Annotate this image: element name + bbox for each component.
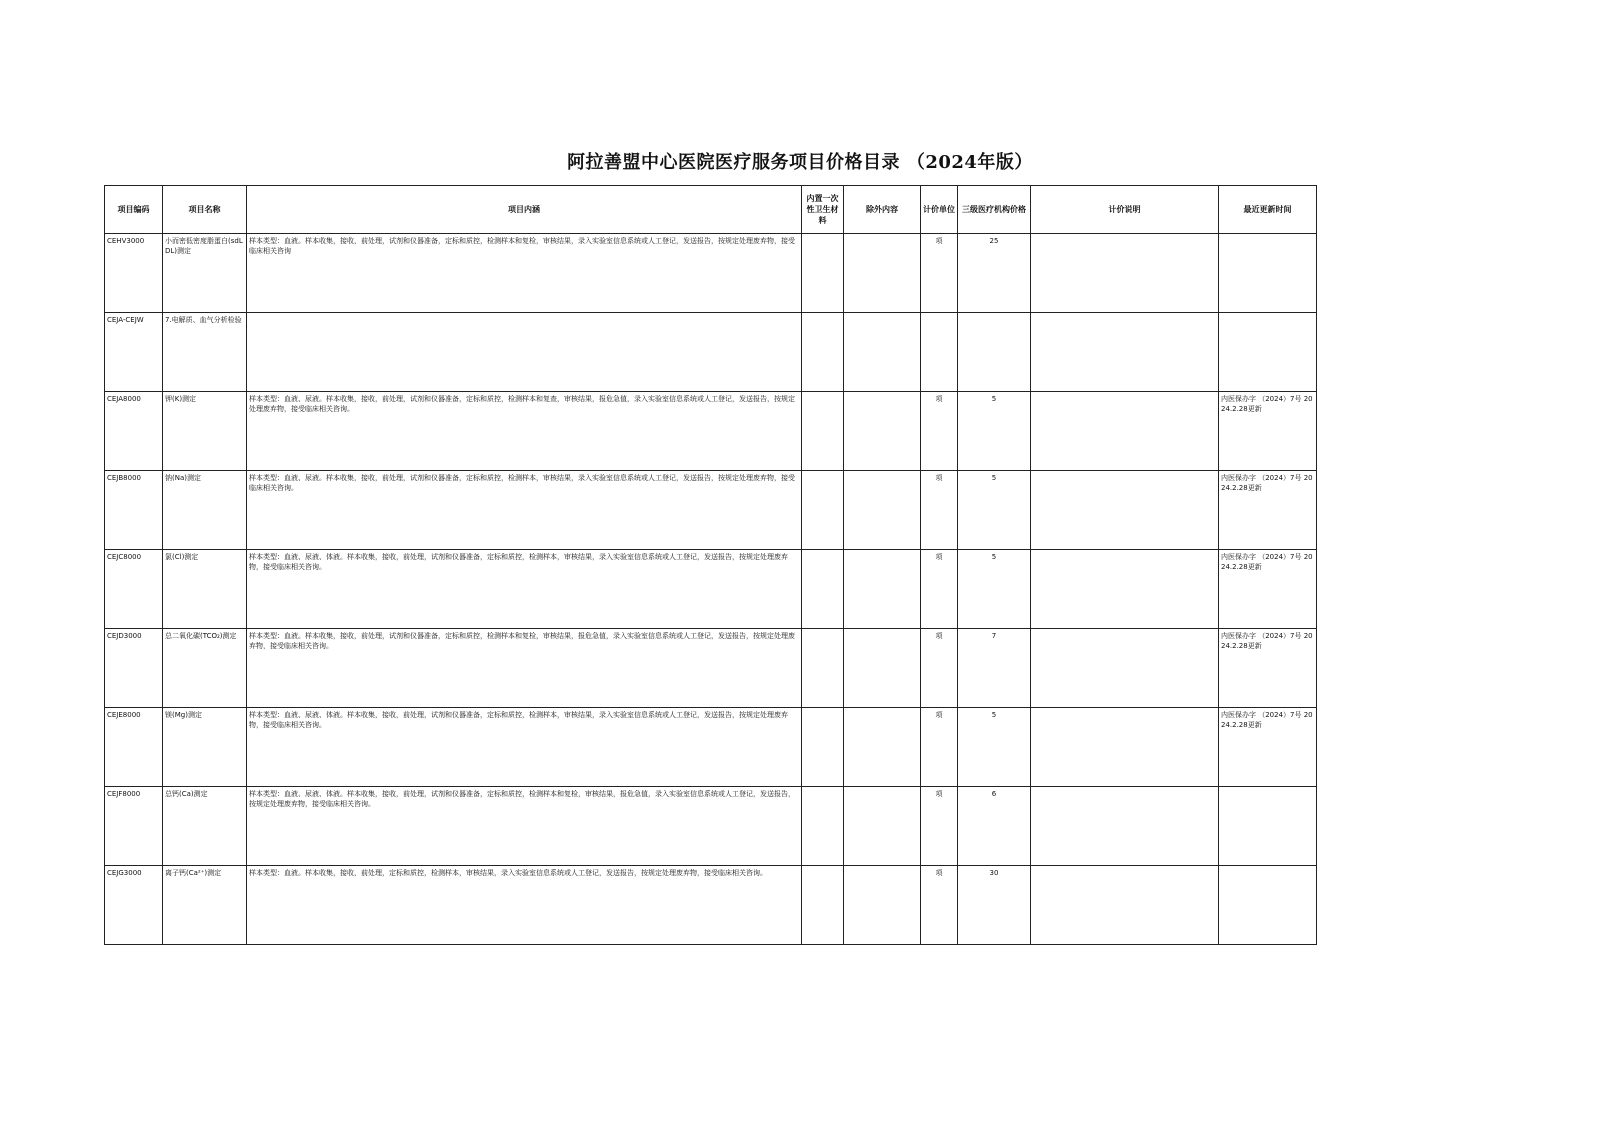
cell-note (1031, 708, 1219, 787)
cell-content: 样本类型：血液、尿液、体液。样本收集，接收，前处理，试剂和仪器准备，定标和质控，检测样本，审核结果，录入实验室信息系统或人工登记，发送报告，按规定处理废弃物，接受临床相关咨询。 (247, 708, 802, 787)
cell-unit: 项 (921, 866, 958, 945)
cell-code: CEJD3000 (105, 629, 163, 708)
cell-price: 5 (958, 708, 1031, 787)
cell-price: 30 (958, 866, 1031, 945)
table-row (105, 866, 1317, 945)
cell-content: 样本类型：血液、尿液。样本收集，接收，前处理，试剂和仪器准备，定标和质控，检测样本，审核结果，录入实验室信息系统或人工登记，发送报告，按规定处理废弃物，接受临床相关咨询。 (247, 471, 802, 550)
cell-content: 样本类型：血液、尿液。样本收集，接收，前处理，试剂和仪器准备，定标和质控，检测样本和复查，审核结果，报危急值，录入实验室信息系统或人工登记，发送报告，按规定处理废弃物，接受临床相关咨询。 (247, 392, 802, 471)
cell-updated (1219, 234, 1317, 313)
cell-note (1031, 787, 1219, 866)
cell-note (1031, 471, 1219, 550)
cell-updated: 内医保办字 （2024）7号 2024.2.28更新 (1219, 471, 1317, 550)
cell-unit: 项 (921, 234, 958, 313)
cell-name: 离子钙(Ca²⁺)测定 (163, 866, 247, 945)
table-row (105, 234, 1317, 313)
cell-code: CEHV3000 (105, 234, 163, 313)
cell-code: CEJE8000 (105, 708, 163, 787)
cell-name: 氯(Cl)测定 (163, 550, 247, 629)
header-excluded: 除外内容 (844, 186, 921, 234)
cell-name: 小而密低密度脂蛋白(sdLDL)测定 (163, 234, 247, 313)
header-material: 内置一次性卫生材料 (802, 186, 844, 234)
header-updated: 最近更新时间 (1219, 186, 1317, 234)
header-unit: 计价单位 (921, 186, 958, 234)
cell-note (1031, 234, 1219, 313)
cell-name: 钾(K)测定 (163, 392, 247, 471)
cell-unit: 项 (921, 471, 958, 550)
cell-excluded (844, 392, 921, 471)
cell-name: 镁(Mg)测定 (163, 708, 247, 787)
header-row (105, 186, 1317, 234)
cell-content: 样本类型：血液、尿液、体液。样本收集，接收，前处理，试剂和仪器准备，定标和质控，检测样本，审核结果，录入实验室信息系统或人工登记，发送报告，按规定处理废弃物，接受临床相关咨询。 (247, 550, 802, 629)
cell-content: 样本类型：血液。样本收集，接收，前处理，试剂和仪器准备，定标和质控，检测样本和复检，审核结果，报危急值，录入实验室信息系统或人工登记，发送报告，按规定处理废弃物，接受临床相关咨询。 (247, 629, 802, 708)
price-catalog-table (104, 185, 1317, 945)
cell-code: CEJB8000 (105, 471, 163, 550)
cell-unit: 项 (921, 708, 958, 787)
cell-note (1031, 313, 1219, 392)
cell-material (802, 550, 844, 629)
cell-price: 25 (958, 234, 1031, 313)
table-row (105, 471, 1317, 550)
cell-updated: 内医保办字 （2024）7号 2024.2.28更新 (1219, 550, 1317, 629)
cell-unit: 项 (921, 629, 958, 708)
cell-material (802, 392, 844, 471)
cell-unit: 项 (921, 392, 958, 471)
cell-excluded (844, 629, 921, 708)
cell-note (1031, 629, 1219, 708)
cell-content: 样本类型：血液、尿液、体液。样本收集，接收，前处理，试剂和仪器准备，定标和质控，检测样本和复检，审核结果，报危急值，录入实验室信息系统或人工登记，发送报告，按规定处理废弃物，接受临床相关咨询。 (247, 787, 802, 866)
cell-material (802, 234, 844, 313)
cell-note (1031, 550, 1219, 629)
cell-name: 总二氧化碳(TCO₂)测定 (163, 629, 247, 708)
cell-code: CEJA-CEJW (105, 313, 163, 392)
cell-material (802, 787, 844, 866)
cell-updated: 内医保办字 （2024）7号 2024.2.28更新 (1219, 392, 1317, 471)
cell-code: CEJC8000 (105, 550, 163, 629)
cell-updated (1219, 787, 1317, 866)
table-row (105, 787, 1317, 866)
cell-price: 5 (958, 550, 1031, 629)
cell-price: 5 (958, 471, 1031, 550)
cell-code: CEJF8000 (105, 787, 163, 866)
cell-note (1031, 866, 1219, 945)
table-row (105, 629, 1317, 708)
cell-code: CEJG3000 (105, 866, 163, 945)
table-row (105, 313, 1317, 392)
cell-excluded (844, 708, 921, 787)
cell-updated: 内医保办字 （2024）7号 2024.2.28更新 (1219, 629, 1317, 708)
cell-material (802, 708, 844, 787)
cell-content (247, 313, 802, 392)
header-price: 三级医疗机构价格 (958, 186, 1031, 234)
table-row (105, 550, 1317, 629)
cell-price: 7 (958, 629, 1031, 708)
cell-excluded (844, 234, 921, 313)
cell-excluded (844, 313, 921, 392)
header-code: 项目编码 (105, 186, 163, 234)
cell-excluded (844, 550, 921, 629)
cell-unit (921, 313, 958, 392)
header-name: 项目名称 (163, 186, 247, 234)
cell-material (802, 629, 844, 708)
table-row (105, 708, 1317, 787)
cell-excluded (844, 471, 921, 550)
cell-content: 样本类型：血液。样本收集，接收，前处理，定标和质控，检测样本，审核结果，录入实验室信息系统或人工登记，发送报告，按规定处理废弃物，接受临床相关咨询。 (247, 866, 802, 945)
cell-price (958, 313, 1031, 392)
cell-updated (1219, 866, 1317, 945)
cell-excluded (844, 866, 921, 945)
cell-updated (1219, 313, 1317, 392)
header-note: 计价说明 (1031, 186, 1219, 234)
cell-price: 6 (958, 787, 1031, 866)
cell-material (802, 471, 844, 550)
table-row (105, 392, 1317, 471)
cell-updated: 内医保办字 （2024）7号 2024.2.28更新 (1219, 708, 1317, 787)
cell-name: 总钙(Ca)测定 (163, 787, 247, 866)
cell-name: 钠(Na)测定 (163, 471, 247, 550)
cell-content: 样本类型：血液。样本收集，接收，前处理，试剂和仪器准备，定标和质控，检测样本和复检，审核结果，录入实验室信息系统或人工登记，发送报告，按规定处理废弃物，接受临床相关咨询 (247, 234, 802, 313)
document-title: 阿拉善盟中心医院医疗服务项目价格目录 （2024年版） (567, 152, 1033, 173)
cell-note (1031, 392, 1219, 471)
header-content: 项目内涵 (247, 186, 802, 234)
cell-excluded (844, 787, 921, 866)
cell-unit: 项 (921, 550, 958, 629)
cell-material (802, 866, 844, 945)
cell-code: CEJA8000 (105, 392, 163, 471)
cell-unit: 项 (921, 787, 958, 866)
cell-name: 7.电解质、血气分析检验 (163, 313, 247, 392)
cell-material (802, 313, 844, 392)
cell-price: 5 (958, 392, 1031, 471)
